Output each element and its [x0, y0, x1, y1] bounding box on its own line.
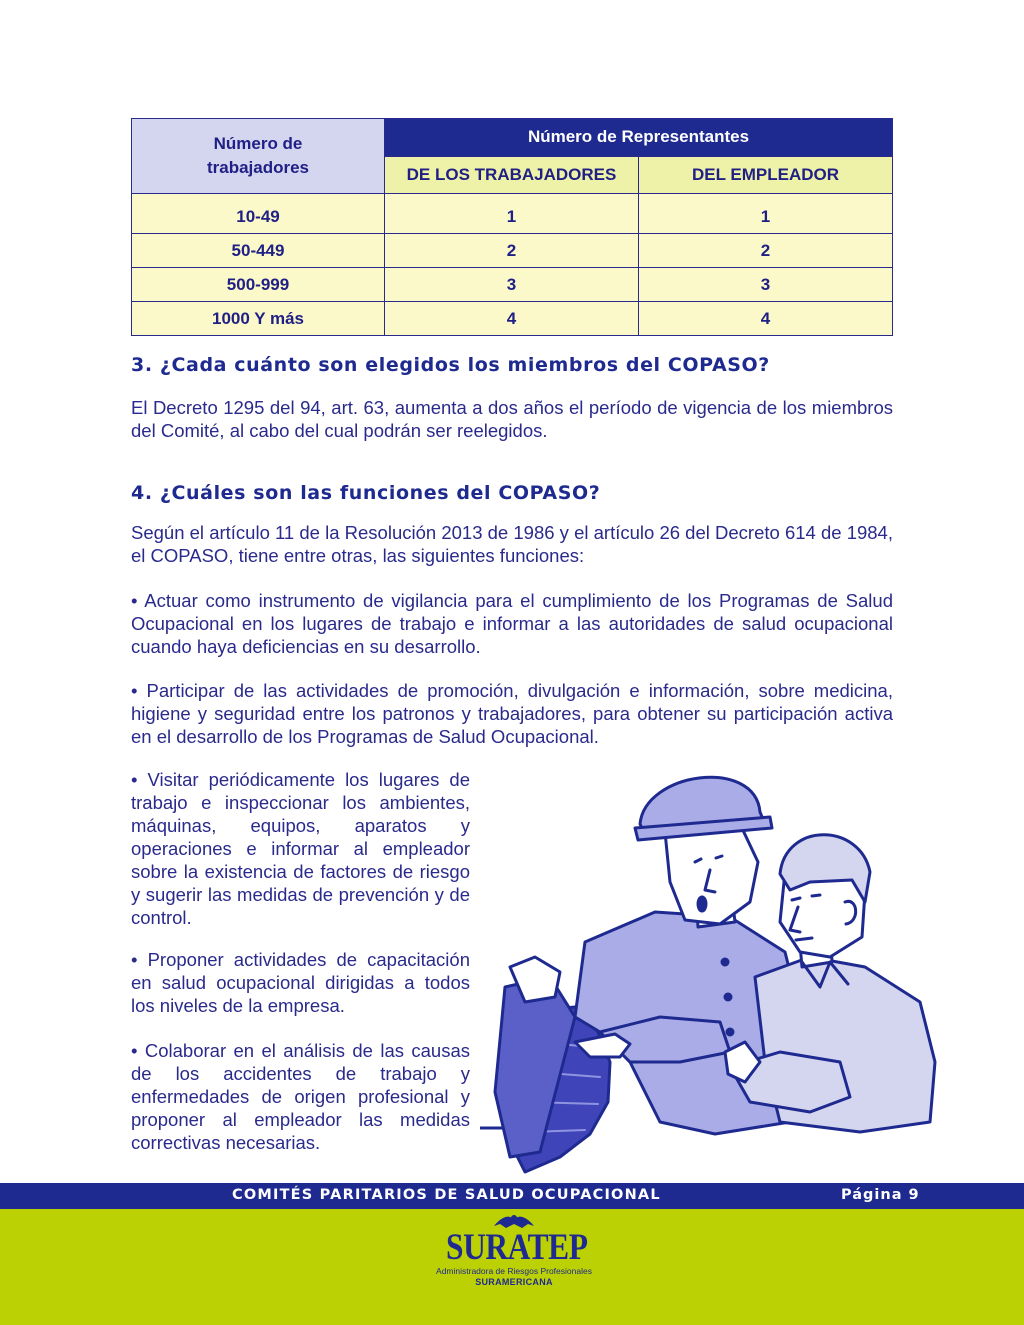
representatives-table [131, 118, 893, 336]
header-representatives: Número de Representantes [385, 119, 893, 157]
suratep-logo [434, 1212, 594, 1312]
bullet-item: • Visitar periódicamente los lugares de trabajo e inspeccionar los ambientes, máquinas, equipos, aparatos y operaciones e informar al empleador sobre la existencia de factores de riesgo y sugerir las medidas de prevención y de control. [131, 769, 470, 928]
logo-tagline: Administradora de Riesgos Profesionales [436, 1266, 592, 1276]
cell-workers: 2 [385, 234, 639, 268]
table-row [132, 234, 893, 268]
bullet-item: • Actuar como instrumento de vigilancia para el cumplimiento de los Programas de Salud Ocupacional en los lugares de trabajo e informar a las autoridades de salud ocupacional cuando haya deficiencias en su desarrollo. [131, 590, 893, 657]
section4-intro: Según el artículo 11 de la Resolución 2013 de 1986 y el artículo 26 del Decreto 614 de 1984, el COPASO, tiene entre otras, las siguientes funciones: [131, 522, 893, 566]
table-row [132, 200, 893, 234]
cell-employer: 4 [639, 302, 893, 336]
cell-employer: 2 [639, 234, 893, 268]
section4-heading: 4. ¿Cuáles son las funciones del COPASO? [131, 482, 601, 504]
bullet-item: • Participar de las actividades de promoción, divulgación e información, sobre medicina, higiene y seguridad entre los patronos y trabajadores, para obtener su participación activa en el desarrollo de los Programas de Salud Ocupacional. [131, 680, 893, 747]
cell-range: 1000 Y más [132, 302, 385, 336]
section3-heading: 3. ¿Cada cuánto son elegidos los miembros del COPASO? [131, 354, 770, 376]
logo-name: SURATEP [446, 1227, 588, 1268]
cell-workers: 1 [385, 200, 639, 234]
cell-workers: 4 [385, 302, 639, 336]
table-row [132, 268, 893, 302]
cell-employer: 3 [639, 268, 893, 302]
section3-text: El Decreto 1295 del 94, art. 63, aumenta a dos años el período de vigencia de los miembros del Comité, al cabo del cual podrán ser reelegidos. [131, 397, 893, 441]
cell-range: 10-49 [132, 200, 385, 234]
header-workers-reps: DE LOS TRABAJADORES [385, 156, 639, 194]
cell-workers: 3 [385, 268, 639, 302]
table-row [132, 302, 893, 336]
page-number: Página 9 [841, 1187, 920, 1203]
logo-sub: SURAMERICANA [475, 1277, 553, 1287]
cell-employer: 1 [639, 200, 893, 234]
footer-title: COMITÉS PARITARIOS DE SALUD OCUPACIONAL [232, 1187, 661, 1203]
cell-range: 50-449 [132, 234, 385, 268]
header-employer-reps: DEL EMPLEADOR [639, 156, 893, 194]
two-workers-inspecting-saw-icon [480, 762, 960, 1177]
cell-range: 500-999 [132, 268, 385, 302]
bullet-item: • Proponer actividades de capacitación en salud ocupacional dirigidas a todos los niveles de la empresa. [131, 949, 470, 1016]
bullet-item: • Colaborar en el análisis de las causas de los accidentes de trabajo y enfermedades de origen profesional y proponer al empleador las medidas correctivas necesarias. [131, 1040, 470, 1153]
header-workers: Número de trabajadores [132, 119, 385, 194]
